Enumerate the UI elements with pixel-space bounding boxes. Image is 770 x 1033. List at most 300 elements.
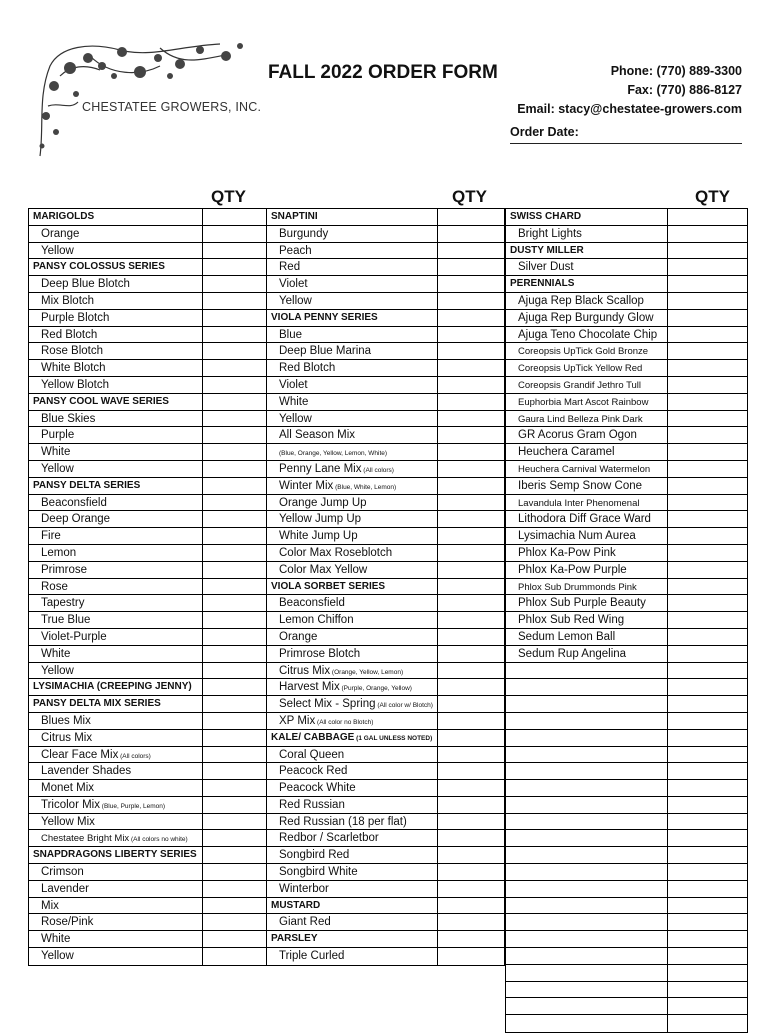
qty-input-cell[interactable] [438, 948, 505, 965]
qty-input-cell[interactable] [668, 948, 748, 964]
item-label: Peach [279, 244, 312, 257]
qty-input-cell[interactable] [668, 998, 748, 1014]
item-label: SNAPDRAGONS LIBERTY SERIES [33, 849, 197, 861]
item-label: XP Mix [279, 714, 316, 727]
qty-input-cell[interactable] [668, 646, 748, 662]
qty-input-cell[interactable] [438, 847, 505, 863]
item-row [29, 495, 267, 512]
item-label: Sedum Rup Angelina [518, 647, 627, 660]
item-label: Tricolor Mix [41, 798, 100, 811]
item-row [506, 713, 748, 730]
item-name [506, 394, 668, 410]
item-row [267, 259, 505, 276]
qty-input-cell[interactable] [438, 495, 505, 511]
item-row [29, 663, 267, 680]
qty-input-cell[interactable] [668, 965, 748, 981]
item-name [506, 579, 668, 595]
item-note: (All color w/ Blotch) [375, 702, 433, 710]
qty-input-cell[interactable] [668, 478, 748, 494]
section-header-row [267, 310, 505, 327]
item-name [267, 629, 438, 645]
qty-input-cell[interactable] [438, 898, 505, 914]
qty-input-cell[interactable] [203, 713, 267, 729]
qty-input-cell[interactable] [668, 528, 748, 544]
item-label: Winter Mix [279, 479, 334, 492]
qty-input-cell[interactable] [668, 226, 748, 242]
qty-input-cell[interactable] [668, 444, 748, 460]
item-name [267, 411, 438, 427]
item-label: Mix Blotch [41, 294, 95, 307]
qty-input-cell[interactable] [203, 461, 267, 477]
qty-input-cell[interactable] [438, 411, 505, 427]
item-name [267, 259, 438, 275]
qty-input-cell[interactable] [203, 663, 267, 679]
item-label: Coreopsis Grandif Jethro Tull [518, 379, 642, 391]
item-row [506, 528, 748, 545]
qty-input-cell[interactable] [668, 864, 748, 880]
item-name [506, 965, 668, 981]
item-label: Deep Orange [41, 513, 111, 526]
item-row [267, 864, 505, 881]
item-row [267, 528, 505, 545]
qty-input-cell[interactable] [203, 595, 267, 611]
item-row [267, 360, 505, 377]
qty-input-cell[interactable] [203, 914, 267, 930]
item-note: (Blue, Purple, Lemon) [100, 802, 166, 810]
qty-input-cell[interactable] [668, 663, 748, 679]
item-row [267, 343, 505, 360]
qty-input-cell[interactable] [203, 931, 267, 947]
item-label: Citrus Mix [279, 664, 331, 677]
qty-input-cell[interactable] [438, 276, 505, 292]
item-label: Euphorbia Mart Ascot Rainbow [518, 396, 649, 408]
qty-input-cell[interactable] [438, 914, 505, 930]
item-name [267, 612, 438, 628]
item-label: PANSY COOL WAVE SERIES [33, 395, 169, 407]
qty-input-cell[interactable] [668, 696, 748, 712]
qty-input-cell[interactable] [438, 562, 505, 578]
item-row [267, 427, 505, 444]
qty-input-cell[interactable] [668, 545, 748, 561]
qty-input-cell[interactable] [438, 461, 505, 477]
qty-input-cell[interactable] [203, 730, 267, 746]
qty-input-cell[interactable] [438, 243, 505, 259]
qty-input-cell[interactable] [668, 612, 748, 628]
item-row [29, 814, 267, 831]
item-label: Mix [41, 899, 59, 912]
item-row [506, 377, 748, 394]
qty-input-cell[interactable] [438, 226, 505, 242]
item-name [29, 948, 203, 965]
item-name [29, 427, 203, 443]
item-name [506, 327, 668, 343]
qty-input-cell[interactable] [438, 780, 505, 796]
qty-input-cell[interactable] [438, 646, 505, 662]
item-name [506, 528, 668, 544]
item-label: Orange [41, 227, 80, 240]
qty-input-cell[interactable] [668, 830, 748, 846]
qty-input-cell[interactable] [203, 898, 267, 914]
qty-input-cell[interactable] [668, 713, 748, 729]
item-label: Penny Lane Mix [279, 462, 362, 475]
contact-block [517, 62, 742, 119]
qty-input-cell[interactable] [203, 495, 267, 511]
section-header-row [506, 276, 748, 293]
item-row [267, 646, 505, 663]
qty-input-cell[interactable] [668, 562, 748, 578]
item-label: Crimson [41, 866, 84, 879]
qty-input-cell[interactable] [203, 327, 267, 343]
item-label: VIOLA SORBET SERIES [271, 580, 386, 592]
qty-input-cell[interactable] [438, 259, 505, 275]
item-row [29, 713, 267, 730]
qty-input-cell[interactable] [438, 579, 505, 595]
item-row [29, 545, 267, 562]
qty-input-cell[interactable] [668, 495, 748, 511]
item-label: Red Russian [279, 798, 345, 811]
item-name [267, 461, 438, 477]
item-name [267, 696, 438, 712]
qty-input-cell[interactable] [203, 881, 267, 897]
qty-input-cell[interactable] [203, 528, 267, 544]
item-name [29, 931, 203, 947]
item-label: True Blue [41, 614, 91, 627]
qty-input-cell[interactable] [203, 411, 267, 427]
qty-input-cell[interactable] [438, 427, 505, 443]
qty-input-cell[interactable] [438, 864, 505, 880]
qty-input-cell[interactable] [668, 747, 748, 763]
item-label: Heuchera Carnival Watermelon [518, 463, 651, 475]
item-name [506, 360, 668, 376]
item-name [506, 730, 668, 746]
item-label: Violet [279, 378, 308, 391]
qty-input-cell[interactable] [203, 948, 267, 965]
item-label: Color Max Yellow [279, 563, 368, 576]
item-row [267, 595, 505, 612]
item-name [267, 394, 438, 410]
qty-input-cell[interactable] [203, 679, 267, 695]
item-row [267, 914, 505, 931]
qty-input-cell[interactable] [203, 864, 267, 880]
item-label: PARSLEY [271, 933, 318, 945]
qty-input-cell[interactable] [668, 259, 748, 275]
qty-input-cell[interactable] [203, 646, 267, 662]
item-row [506, 595, 748, 612]
qty-input-cell[interactable] [668, 931, 748, 947]
item-row [506, 579, 748, 596]
qty-input-cell[interactable] [668, 679, 748, 695]
qty-input-cell[interactable] [668, 579, 748, 595]
qty-input-cell[interactable] [203, 293, 267, 309]
qty-input-cell[interactable] [438, 814, 505, 830]
item-row [267, 663, 505, 680]
qty-header-3: QTY [695, 187, 730, 206]
item-label: Citrus Mix [41, 731, 93, 744]
qty-input-cell[interactable] [438, 293, 505, 309]
company-name: CHESTATEE GROWERS, INC. [82, 100, 262, 114]
qty-input-cell[interactable] [668, 276, 748, 292]
item-row [267, 394, 505, 411]
item-row [267, 747, 505, 764]
qty-input-cell[interactable] [203, 511, 267, 527]
qty-input-cell[interactable] [668, 394, 748, 410]
item-name [267, 830, 438, 846]
qty-input-cell[interactable] [438, 327, 505, 343]
qty-input-cell[interactable] [203, 259, 267, 275]
item-row [29, 595, 267, 612]
qty-input-cell[interactable] [203, 343, 267, 359]
item-row [506, 327, 748, 344]
item-row [506, 931, 748, 948]
item-name [506, 478, 668, 494]
item-name [267, 679, 438, 695]
section-header-row [29, 478, 267, 495]
qty-input-cell[interactable] [438, 696, 505, 712]
qty-input-cell[interactable] [203, 276, 267, 292]
item-row [267, 226, 505, 243]
qty-input-cell[interactable] [203, 243, 267, 259]
qty-input-cell[interactable] [438, 528, 505, 544]
qty-input-cell[interactable] [203, 780, 267, 796]
item-name [29, 663, 203, 679]
item-row [506, 259, 748, 276]
qty-input-cell[interactable] [668, 595, 748, 611]
item-row [29, 747, 267, 764]
order-date-field[interactable] [510, 143, 742, 144]
qty-input-cell[interactable] [203, 545, 267, 561]
qty-input-cell[interactable] [203, 579, 267, 595]
qty-input-cell[interactable] [438, 663, 505, 679]
item-label: Beaconsfield [279, 597, 345, 610]
qty-input-cell[interactable] [203, 444, 267, 460]
item-name [29, 646, 203, 662]
item-label: Clear Face Mix [41, 748, 119, 761]
item-label: Violet-Purple [41, 630, 107, 643]
qty-input-cell[interactable] [668, 730, 748, 746]
item-label: Deep Blue Marina [279, 345, 372, 358]
item-row [506, 427, 748, 444]
qty-input-cell[interactable] [203, 763, 267, 779]
qty-input-cell[interactable] [668, 377, 748, 393]
qty-input-cell[interactable] [203, 226, 267, 242]
qty-input-cell[interactable] [438, 478, 505, 494]
qty-input-cell[interactable] [438, 797, 505, 813]
qty-input-cell[interactable] [668, 914, 748, 930]
item-name [29, 377, 203, 393]
qty-input-cell[interactable] [203, 747, 267, 763]
item-row [29, 377, 267, 394]
phone: Phone: (770) 889-3300 [610, 64, 742, 78]
item-label: LYSIMACHIA (CREEPING JENNY) [33, 681, 192, 693]
item-label: Red [279, 261, 301, 274]
item-name [506, 881, 668, 897]
qty-input-cell[interactable] [438, 629, 505, 645]
item-label: Yellow [41, 244, 74, 257]
item-label: Burgundy [279, 227, 329, 240]
item-label: Giant Red [279, 916, 331, 929]
qty-input-cell[interactable] [668, 629, 748, 645]
item-row [506, 511, 748, 528]
qty-input-cell[interactable] [668, 343, 748, 359]
section-title [267, 310, 438, 326]
qty-input-cell[interactable] [203, 478, 267, 494]
item-row [29, 427, 267, 444]
item-row [29, 562, 267, 579]
item-row [506, 747, 748, 764]
item-row [29, 864, 267, 881]
qty-input-cell[interactable] [438, 209, 505, 225]
item-name [29, 881, 203, 897]
item-name [29, 343, 203, 359]
qty-input-cell[interactable] [438, 713, 505, 729]
item-label: Color Max Roseblotch [279, 546, 393, 559]
item-label: PERENNIALS [510, 278, 575, 290]
qty-input-cell[interactable] [438, 931, 505, 947]
qty-input-cell[interactable] [438, 595, 505, 611]
qty-input-cell[interactable] [668, 243, 748, 259]
qty-input-cell[interactable] [438, 343, 505, 359]
item-row [29, 411, 267, 428]
qty-input-cell[interactable] [438, 545, 505, 561]
qty-input-cell[interactable] [203, 360, 267, 376]
qty-input-cell[interactable] [203, 797, 267, 813]
qty-input-cell[interactable] [668, 511, 748, 527]
qty-input-cell[interactable] [438, 763, 505, 779]
item-row [29, 310, 267, 327]
item-name [29, 612, 203, 628]
qty-input-cell[interactable] [438, 730, 505, 746]
item-label: Rose [41, 580, 68, 593]
item-row [506, 780, 748, 797]
item-row [29, 948, 267, 965]
qty-input-cell[interactable] [668, 327, 748, 343]
item-row [267, 495, 505, 512]
item-label: Phlox Sub Drummonds Pink [518, 581, 637, 593]
qty-input-cell[interactable] [438, 679, 505, 695]
item-row [506, 898, 748, 915]
qty-input-cell[interactable] [668, 763, 748, 779]
item-name [506, 646, 668, 662]
item-label: All Season Mix [279, 429, 356, 442]
qty-input-cell[interactable] [668, 797, 748, 813]
item-name [506, 377, 668, 393]
qty-input-cell[interactable] [203, 814, 267, 830]
qty-input-cell[interactable] [203, 696, 267, 712]
item-name [506, 461, 668, 477]
item-label: Deep Blue Blotch [41, 278, 130, 291]
qty-input-cell[interactable] [668, 209, 748, 225]
qty-header-1: QTY [211, 187, 246, 206]
qty-input-cell[interactable] [668, 411, 748, 427]
qty-input-cell[interactable] [668, 780, 748, 796]
qty-input-cell[interactable] [438, 511, 505, 527]
item-name [29, 293, 203, 309]
qty-input-cell[interactable] [203, 427, 267, 443]
floral-vine-logo [30, 36, 260, 161]
section-title [29, 847, 203, 863]
qty-input-cell[interactable] [668, 814, 748, 830]
qty-input-cell[interactable] [203, 209, 267, 225]
item-name [506, 612, 668, 628]
qty-input-cell[interactable] [203, 562, 267, 578]
item-name [29, 579, 203, 595]
qty-input-cell[interactable] [668, 847, 748, 863]
qty-input-cell[interactable] [438, 747, 505, 763]
qty-input-cell[interactable] [438, 444, 505, 460]
item-name [506, 310, 668, 326]
section-header-row [29, 259, 267, 276]
item-name [506, 511, 668, 527]
qty-input-cell[interactable] [438, 612, 505, 628]
qty-input-cell[interactable] [438, 394, 505, 410]
qty-input-cell[interactable] [203, 847, 267, 863]
qty-input-cell[interactable] [203, 629, 267, 645]
item-name [29, 511, 203, 527]
item-name [506, 226, 668, 242]
qty-input-cell[interactable] [203, 394, 267, 410]
section-header-row [29, 696, 267, 713]
item-row [506, 562, 748, 579]
item-row [267, 377, 505, 394]
item-name [29, 730, 203, 746]
qty-input-cell[interactable] [668, 310, 748, 326]
qty-input-cell[interactable] [668, 982, 748, 998]
qty-input-cell[interactable] [438, 310, 505, 326]
item-label: Yellow Blotch [41, 378, 109, 391]
qty-input-cell[interactable] [438, 881, 505, 897]
item-name [506, 830, 668, 846]
item-row [506, 763, 748, 780]
qty-input-cell[interactable] [203, 830, 267, 846]
item-label: Monet Mix [41, 782, 95, 795]
qty-input-cell[interactable] [438, 360, 505, 376]
qty-input-cell[interactable] [668, 360, 748, 376]
item-row [29, 763, 267, 780]
item-row [506, 310, 748, 327]
qty-input-cell[interactable] [438, 377, 505, 393]
item-row [29, 629, 267, 646]
item-note: (Purple, Orange, Yellow) [339, 685, 412, 693]
item-name [267, 427, 438, 443]
item-row [29, 898, 267, 915]
fax: Fax: (770) 886-8127 [627, 83, 742, 97]
qty-input-cell[interactable] [203, 310, 267, 326]
item-name [267, 780, 438, 796]
item-row [29, 797, 267, 814]
item-name [267, 511, 438, 527]
item-note: (All color no Blotch) [315, 718, 374, 726]
item-name [506, 713, 668, 729]
item-label: Phlox Ka-Pow Purple [518, 563, 627, 576]
item-name [267, 495, 438, 511]
qty-input-cell[interactable] [203, 612, 267, 628]
qty-input-cell[interactable] [668, 898, 748, 914]
item-name [506, 998, 668, 1014]
item-name [506, 595, 668, 611]
qty-input-cell[interactable] [668, 461, 748, 477]
qty-input-cell[interactable] [203, 377, 267, 393]
qty-input-cell[interactable] [668, 881, 748, 897]
item-row [506, 814, 748, 831]
section-header-row [267, 898, 505, 915]
item-name [29, 595, 203, 611]
qty-input-cell[interactable] [668, 427, 748, 443]
qty-input-cell[interactable] [438, 830, 505, 846]
qty-input-cell[interactable] [668, 293, 748, 309]
item-label: Yellow Mix [41, 815, 95, 828]
item-row [267, 478, 505, 495]
item-label: Fire [41, 530, 61, 543]
